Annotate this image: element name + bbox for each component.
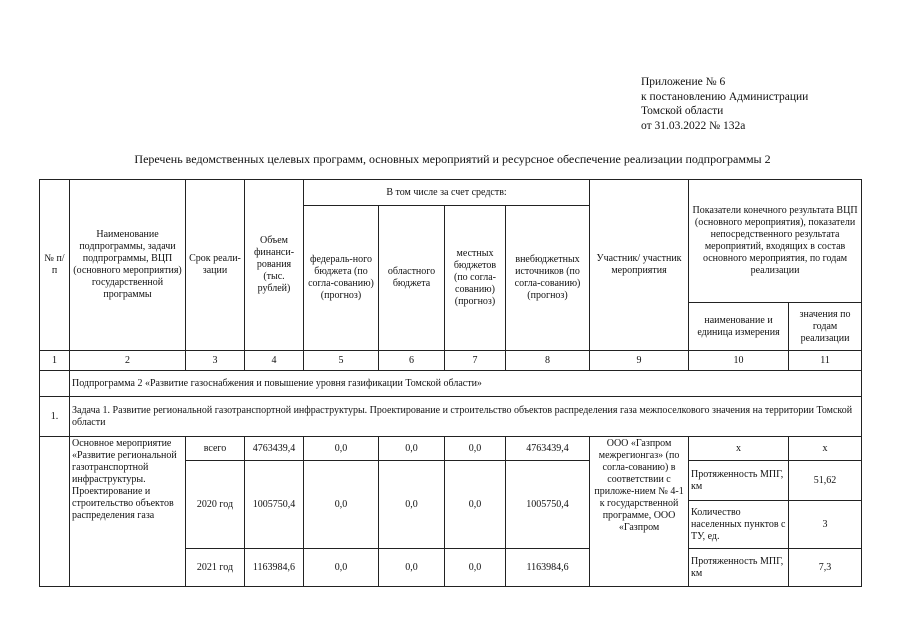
term-cell: всего (186, 437, 245, 461)
header-regional: областного бюджета (379, 206, 445, 351)
federal-cell: 0,0 (304, 461, 379, 549)
appendix-line: Приложение № 6 (641, 76, 726, 88)
volume-cell: 4763439,4 (245, 437, 304, 461)
indicator-value-cell: 51,62 (789, 461, 862, 501)
column-number: 6 (379, 351, 445, 371)
document-title: Перечень ведомственных целевых программ, основных мероприятий и ресурсное обеспечение реализации подпрограммы 2 (134, 152, 771, 166)
programs-table (39, 179, 862, 587)
column-number: 5 (304, 351, 379, 371)
header-row (40, 180, 862, 206)
indicator-name-cell: х (689, 437, 789, 461)
appendix-date-line: от 31.03.2022 № 132а (641, 119, 746, 132)
column-numbers-row (40, 351, 862, 371)
appendix-line: Томской области (641, 105, 724, 117)
measure-num (40, 437, 70, 587)
header-funding-group: В том числе за счет средств: (304, 180, 590, 206)
header-local: местных бюджетов (по согла-сованию) (прогноз) (445, 206, 506, 351)
term-cell: 2021 год (186, 549, 245, 587)
regional-cell: 0,0 (379, 549, 445, 587)
volume-cell: 1005750,4 (245, 461, 304, 549)
extra-cell: 4763439,4 (506, 437, 590, 461)
header-indicator-values: значения по годам реализации (789, 303, 862, 351)
column-number: 8 (506, 351, 590, 371)
volume-cell: 1163984,6 (245, 549, 304, 587)
header-name: Наименование подпрограммы, задачи подпрограммы, ВЦП (основного мероприятия) государственной программы (70, 180, 186, 351)
task-text: Задача 1. Развитие региональной газотранспортной инфраструктуры. Проектирование и строительство объектов распределения газа межпоселкового значения на территории Томской области (70, 397, 862, 437)
header-federal: федераль-ного бюджета (по согла-сованию) (прогноз) (304, 206, 379, 351)
column-number: 3 (186, 351, 245, 371)
indicator-name-cell: Количество населенных пунктов с ТУ, ед. (689, 501, 789, 549)
indicator-value-cell: х (789, 437, 862, 461)
regional-cell: 0,0 (379, 461, 445, 549)
header-extra: внебюджетных источников (по согла-сованию) (прогноз) (506, 206, 590, 351)
extra-cell: 1005750,4 (506, 461, 590, 549)
participant-cell: ООО «Газпром межрегионгаз» (по согла-сованию) в соответствии с приложе-нием № 4-1 к государственной программе, ООО «Газпром (590, 437, 689, 587)
header-term: Срок реали-зации (186, 180, 245, 351)
table-row (40, 437, 862, 461)
subprogram-row (40, 371, 862, 397)
indicator-value-cell: 3 (789, 501, 862, 549)
regional-cell: 0,0 (379, 437, 445, 461)
subprogram-num (40, 371, 70, 397)
column-number: 7 (445, 351, 506, 371)
header-num: № п/п (40, 180, 70, 351)
column-number: 2 (70, 351, 186, 371)
subprogram-title: Подпрограмма 2 «Развитие газоснабжения и повышение уровня газификации Томской области» (70, 371, 862, 397)
federal-cell: 0,0 (304, 437, 379, 461)
task-row (40, 397, 862, 437)
appendix-block (641, 75, 808, 133)
indicator-value-cell: 7,3 (789, 549, 862, 587)
local-cell: 0,0 (445, 437, 506, 461)
header-indicator-name: наименование и единица измерения (689, 303, 789, 351)
federal-cell: 0,0 (304, 549, 379, 587)
column-number: 9 (590, 351, 689, 371)
column-number: 10 (689, 351, 789, 371)
local-cell: 0,0 (445, 461, 506, 549)
header-volume: Объем финанси-рования (тыс. рублей) (245, 180, 304, 351)
term-cell: 2020 год (186, 461, 245, 549)
header-participant: Участник/ участник мероприятия (590, 180, 689, 351)
local-cell: 0,0 (445, 549, 506, 587)
column-number: 1 (40, 351, 70, 371)
header-indicators: Показатели конечного результата ВЦП (основного мероприятия), показатели непосредственного результата мероприятий, входящих в состав основного мероприятия, по годам реализации (689, 180, 862, 303)
indicator-name-cell: Протяженность МПГ, км (689, 461, 789, 501)
indicator-name-cell: Протяженность МПГ, км (689, 549, 789, 587)
task-num: 1. (40, 397, 70, 437)
measure-name: Основное мероприятие «Развитие региональной газотранспортной инфраструктуры. Проектирование и строительство объектов распределения газа (70, 437, 186, 587)
column-number: 4 (245, 351, 304, 371)
column-number: 11 (789, 351, 862, 371)
appendix-line: к постановлению Администрации (641, 90, 809, 103)
extra-cell: 1163984,6 (506, 549, 590, 587)
